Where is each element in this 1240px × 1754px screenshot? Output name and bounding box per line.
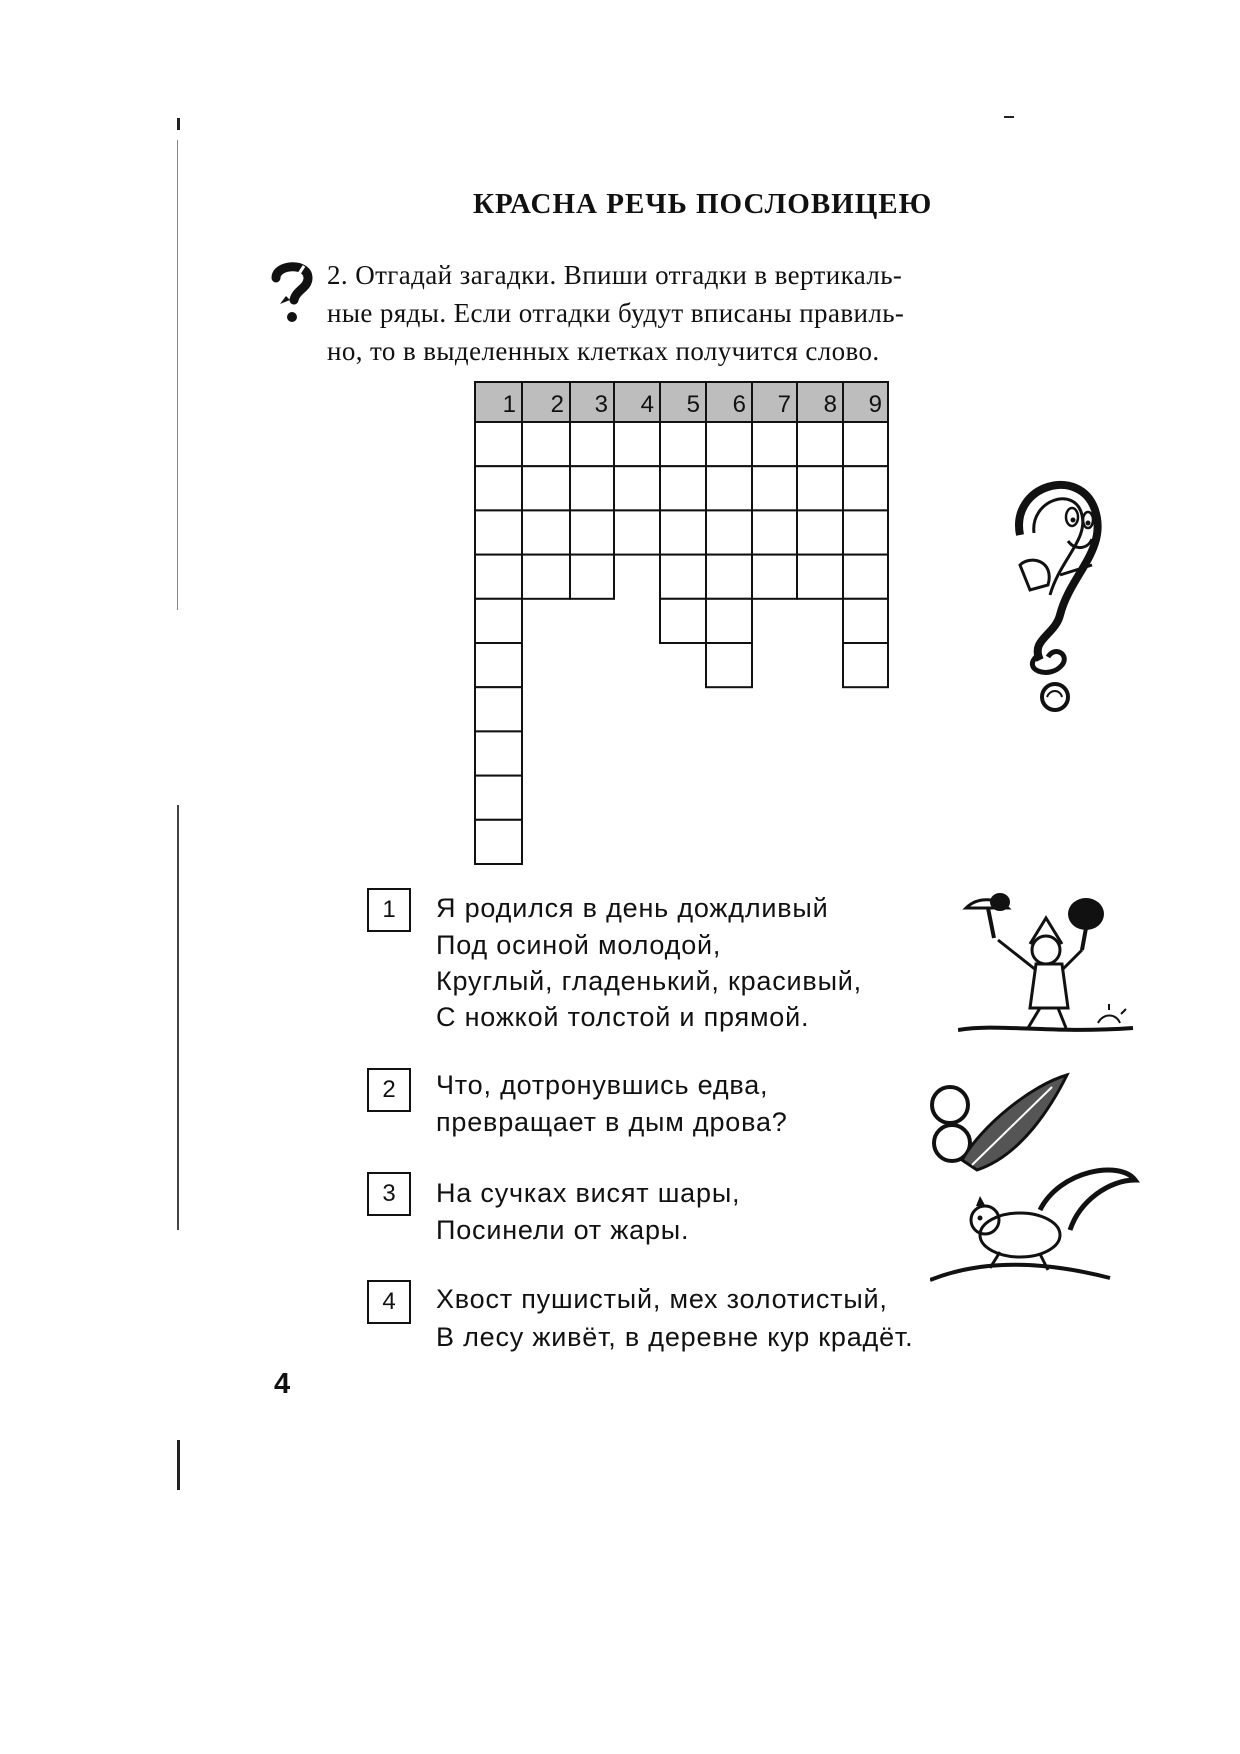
instruction-line: но, то в выделенных клетках получится слово. xyxy=(327,336,880,366)
crossword-cell[interactable] xyxy=(843,422,888,466)
riddle-3-line: На сучках висят шары, xyxy=(436,1178,741,1208)
crossword-column-number: 3 xyxy=(594,391,608,418)
squirrel-illustration xyxy=(930,1160,1140,1295)
page-title: КРАСНА РЕЧЬ ПОСЛОВИЦЕЮ xyxy=(473,188,933,220)
page-number: 4 xyxy=(274,1368,291,1400)
instruction-line: ные ряды. Если отгадки будут вписаны правиль- xyxy=(327,298,905,328)
crossword-cell[interactable] xyxy=(843,643,888,687)
crossword-cell[interactable] xyxy=(843,555,888,599)
crossword-cell[interactable] xyxy=(706,466,752,510)
crossword-column-number: 6 xyxy=(732,391,746,418)
riddle-1-line: Под осиной молодой, xyxy=(436,930,722,960)
crossword-cell[interactable] xyxy=(475,555,522,599)
margin-mark xyxy=(177,1440,180,1490)
riddle-1-line: С ножкой толстой и прямой. xyxy=(436,1002,810,1032)
crossword-cell[interactable] xyxy=(706,599,752,643)
riddle-number-box: 2 xyxy=(367,1068,411,1112)
crossword-cell[interactable] xyxy=(475,820,522,864)
crossword-cell[interactable] xyxy=(475,466,522,510)
crossword-cell[interactable] xyxy=(570,466,614,510)
crossword-cell[interactable] xyxy=(706,643,752,687)
riddle-4-line: В лесу живёт, в деревне кур крадёт. xyxy=(436,1322,914,1352)
riddle-3-line: Посинели от жары. xyxy=(436,1215,690,1245)
riddle-4-line: Хвост пушистый, мех золотистый, xyxy=(436,1284,888,1314)
crossword-cell[interactable] xyxy=(475,599,522,643)
crossword-column-number: 7 xyxy=(777,391,791,418)
crossword-column-number: 5 xyxy=(686,391,700,418)
question-mark-character-illustration xyxy=(1000,465,1120,720)
crossword-cell[interactable] xyxy=(797,422,843,466)
crossword-cell[interactable] xyxy=(570,555,614,599)
crossword-column-number: 8 xyxy=(823,391,837,418)
crossword-cell[interactable] xyxy=(614,466,660,510)
crossword-cell[interactable] xyxy=(475,510,522,554)
crossword-cell[interactable] xyxy=(522,466,570,510)
riddle-1-line: Я родился в день дождливый xyxy=(436,893,829,923)
crossword-cell[interactable] xyxy=(570,422,614,466)
riddle-2-line: Что, дотронувшись едва, xyxy=(436,1070,769,1100)
crossword-cell[interactable] xyxy=(475,731,522,775)
crossword-cell[interactable] xyxy=(752,510,797,554)
crossword-cell[interactable] xyxy=(843,510,888,554)
crossword-cell[interactable] xyxy=(797,555,843,599)
crossword-cell[interactable] xyxy=(843,599,888,643)
crossword-cell[interactable] xyxy=(660,555,706,599)
crossword-cell[interactable] xyxy=(706,555,752,599)
crossword-cell[interactable] xyxy=(797,466,843,510)
crossword-column-number: 9 xyxy=(868,391,882,418)
crossword-cell[interactable] xyxy=(522,510,570,554)
crossword-cell[interactable] xyxy=(843,466,888,510)
riddle-1-line: Круглый, гладенький, красивый, xyxy=(436,966,862,996)
crossword-cell[interactable] xyxy=(660,422,706,466)
crossword-cell[interactable] xyxy=(614,510,660,554)
crossword-cell[interactable] xyxy=(570,510,614,554)
crossword-cell[interactable] xyxy=(614,422,660,466)
crossword-cell[interactable] xyxy=(752,466,797,510)
riddle-number-box: 4 xyxy=(367,1280,411,1324)
crossword-cell[interactable] xyxy=(660,466,706,510)
crossword-cell[interactable] xyxy=(475,643,522,687)
crossword-cell[interactable] xyxy=(522,422,570,466)
crossword-cell[interactable] xyxy=(475,422,522,466)
crossword-cell[interactable] xyxy=(797,510,843,554)
crossword-cell[interactable] xyxy=(706,510,752,554)
mushroom-boy-illustration xyxy=(958,888,1138,1043)
crossword-cell[interactable] xyxy=(706,422,752,466)
instruction-line: 2. Отгадай загадки. Впиши отгадки в вертикаль- xyxy=(327,260,903,290)
riddle-number-box: 1 xyxy=(367,888,411,932)
crossword-column-number: 2 xyxy=(550,391,564,418)
crossword-cell[interactable] xyxy=(660,510,706,554)
crossword-cell[interactable] xyxy=(660,599,706,643)
riddle-number-box: 3 xyxy=(367,1172,411,1216)
crossword-cell[interactable] xyxy=(752,422,797,466)
crossword-cell[interactable] xyxy=(475,776,522,820)
crossword-cell[interactable] xyxy=(522,555,570,599)
crossword-column-number: 4 xyxy=(640,391,654,418)
crossword-cell[interactable] xyxy=(752,555,797,599)
crossword-cell[interactable] xyxy=(475,687,522,731)
riddle-2-line: превращает в дым дрова? xyxy=(436,1107,788,1137)
crossword-column-number: 1 xyxy=(502,391,516,418)
